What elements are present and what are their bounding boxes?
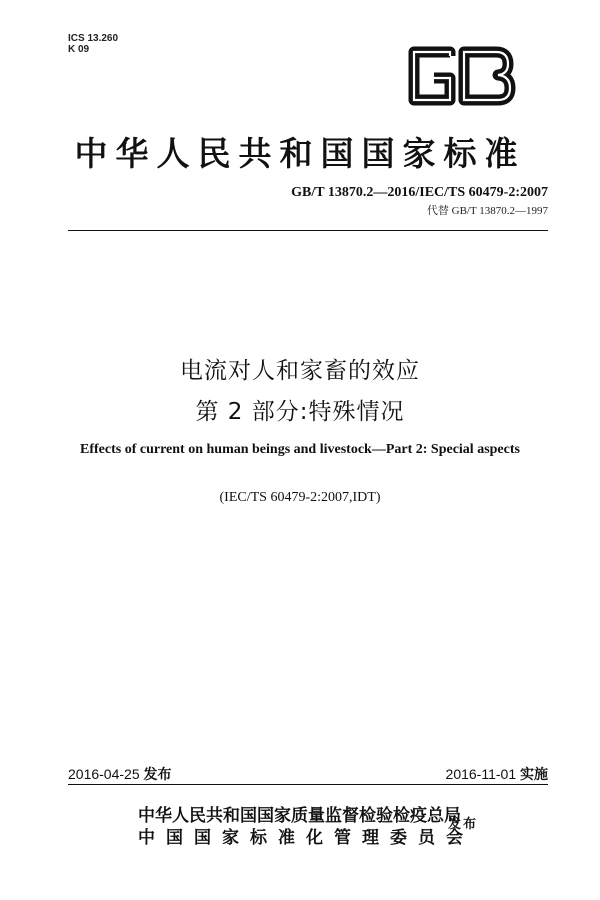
publish-label: 发布	[448, 817, 479, 832]
issuer-line2: 中国国家标准化管理委员会	[138, 828, 474, 848]
organization-title: 中华人民共和国国家标准	[74, 134, 526, 173]
title-chinese-line2: 第 2 部分:特殊情况	[195, 399, 405, 425]
equivalence-note: (IEC/TS 60479-2:2007,IDT)	[219, 490, 381, 505]
gb-logo	[400, 40, 520, 112]
implement-date-value: 2016-11-01	[445, 766, 517, 782]
ccs-code: K 09	[68, 44, 90, 55]
implement-date	[446, 764, 548, 784]
publish-date	[68, 764, 172, 784]
issuer-line1: 中华人民共和国国家质量监督检验检疫总局	[138, 806, 461, 826]
implement-date-label: 实施	[520, 767, 548, 783]
title-english: Effects of current on human beings and livestock—Part 2: Special aspects	[80, 442, 520, 457]
publish-date-label: 发布	[143, 767, 172, 783]
standard-number: GB/T 13870.2—2016/IEC/TS 60479-2:2007	[291, 185, 548, 200]
title-chinese-line1: 电流对人和家畜的效应	[180, 358, 420, 384]
classification-codes	[68, 33, 118, 55]
ics-code: ICS 13.260	[68, 33, 119, 44]
top-divider	[68, 230, 548, 231]
bottom-divider	[68, 784, 548, 785]
publish-date-value: 2016-04-25	[68, 766, 140, 782]
replaces-note: 代替 GB/T 13870.2—1997	[426, 205, 548, 217]
